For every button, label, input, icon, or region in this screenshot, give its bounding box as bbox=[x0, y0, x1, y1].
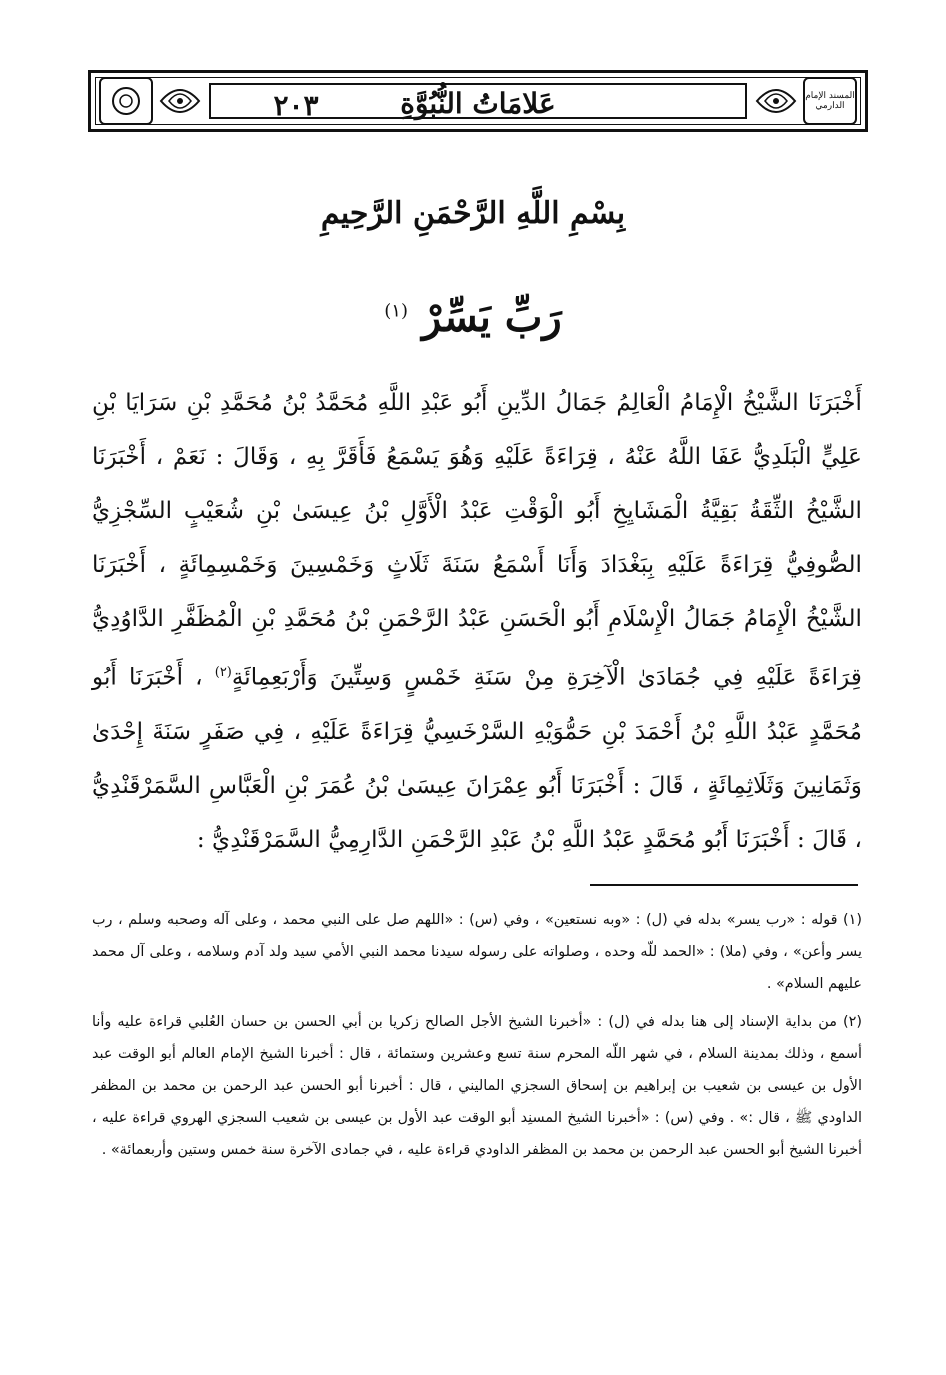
header-title-box bbox=[209, 83, 747, 122]
prayer-text: رَبِّ يَسِّرْ bbox=[421, 294, 562, 341]
page-number: ٢٠٣ bbox=[273, 89, 319, 122]
decorative-knot-icon bbox=[753, 81, 799, 121]
isnad-paragraph bbox=[92, 376, 862, 867]
footnote-1: (١) قوله : «رب يسر» بدله في (ل) : «وبه نستعين» ، وفي (س) : «اللهم صل على النبي محمد ، وعلى آله وصحبه وسلم ، رب يسر وأعن» ، وفي (ملا) : «الحمد للّه وحده ، وصلواته على رسوله سيدنا محمد النبي الأمي سيد ولد آدم وسلامه ، وعلى آل محمد عليهم السلام» . bbox=[92, 912, 862, 992]
footnote-divider bbox=[590, 884, 858, 886]
running-title: عَلامَاتُ النُّبُوَّةِ bbox=[400, 87, 556, 120]
publisher-logo: المسند الإمام الدارمي bbox=[803, 77, 857, 125]
left-medallion bbox=[99, 77, 153, 125]
decorative-knot-icon bbox=[157, 81, 203, 121]
footnote-ref-1: (١) bbox=[384, 300, 408, 322]
page-header bbox=[88, 70, 868, 132]
footnotes bbox=[92, 904, 862, 1172]
basmala: بِسْمِ اللَّهِ الرَّحْمَنِ الرَّحِيمِ bbox=[320, 196, 626, 231]
isnad-text-part-2: ، أَخْبَرَنَا أَبُو مُحَمَّدٍ عَبْدُ اللَّهِ بْنُ أَحْمَدَ بْنِ حَمُّوَيْهِ السَّرْخَسِيُّ قِرَاءَةً عَلَيْهِ ، فِي صَفَرٍ سَنَةَ إِحْدَىٰ وَثَمَانِينَ وَثَلَاثِمِائَةٍ ، قَالَ : أَخْبَرَنَا أَبُو عِمْرَانَ عِيسَىٰ بْنُ عُمَرَ بْنِ الْعَبَّاسِ السَّمَرْقَنْدِيُّ ، قَالَ : أَخْبَرَنَا أَبُو مُحَمَّدٍ عَبْدُ اللَّهِ بْنُ عَبْدِ الرَّحْمَنِ الدَّارِمِيُّ السَّمَرْقَنْدِيُّ : bbox=[92, 663, 862, 853]
ornament-icon bbox=[101, 79, 151, 123]
footnote-ref-2: (٢) bbox=[214, 665, 232, 680]
footnote-2: (٢) من بداية الإسناد إلى هنا بدله في (ل) : «أخبرنا الشيخ الأجل الصالح زكريا بن أبي الحسن بن حسان العُلبي قراءة عليه وأنا أسمع ، وذلك بمدينة السلام ، في شهر اللّه المحرم سنة تسع وعشرين وستمائة ، قال : أخبرنا الشيخ الإمام العالم أبو الوقت عبد الأول بن عيسى بن شعيب بن إبراهيم بن إسحاق السجزي الماليني ، قال : أخبرنا أبو الحسن عبد الرحمن بن محمد بن المظفر الداودي ﷺ ، قال :» . وفي (س) : «أخبرنا الشيخ المسنِد أبو الوقت عبد الأول بن عيسى بن شعيب السجزي الهروي قراءة عليه ، أخبرنا الشيخ أبو الحسن عبد الرحمن بن محمد بن المظفر الداودي قراءة عليه ، في جمادى الآخرة سنة خمس وستين وأربعمائة» . bbox=[92, 1014, 862, 1158]
opening-prayer bbox=[0, 294, 946, 341]
isnad-text-part-1: أَخْبَرَنَا الشَّيْخُ الْإِمَامُ الْعَالِمُ جَمَالُ الدِّينِ أَبُو عَبْدِ اللَّهِ مُحَمَّدُ بْنُ مُحَمَّدِ بْنِ سَرَايَا بْنِ عَلِيٍّ الْبَلَدِيُّ عَفَا اللَّهُ عَنْهُ ، قِرَاءَةً عَلَيْهِ وَهُوَ يَسْمَعُ فَأَقَرَّ بِهِ ، وَقَالَ : نَعَمْ ، أَخْبَرَنَا الشَّيْخُ الثِّقَةُ بَقِيَّةُ الْمَشَايِخِ أَبُو الْوَقْتِ عَبْدُ الْأَوَّلِ بْنُ عِيسَىٰ بْنِ شُعَيْبٍ السِّجْزِيُّ الصُّوفِيُّ قِرَاءَةً عَلَيْهِ بِبَغْدَادَ وَأَنَا أَسْمَعُ سَنَةَ ثَلَاثٍ وَخَمْسِينَ وَخَمْسِمِائَةٍ ، أَخْبَرَنَا الشَّيْخُ الْإِمَامُ جَمَالُ الْإِسْلَامِ أَبُو الْحَسَنِ عَبْدُ الرَّحْمَنِ بْنُ مُحَمَّدِ بْنِ الْمُظَفَّرِ الدَّاوُدِيُّ قِرَاءَةً عَلَيْهِ فِي جُمَادَىٰ الْآخِرَةِ مِنْ سَنَةِ خَمْسٍ وَسِتِّينَ وَأَرْبَعِمِائَةٍ bbox=[92, 389, 862, 691]
